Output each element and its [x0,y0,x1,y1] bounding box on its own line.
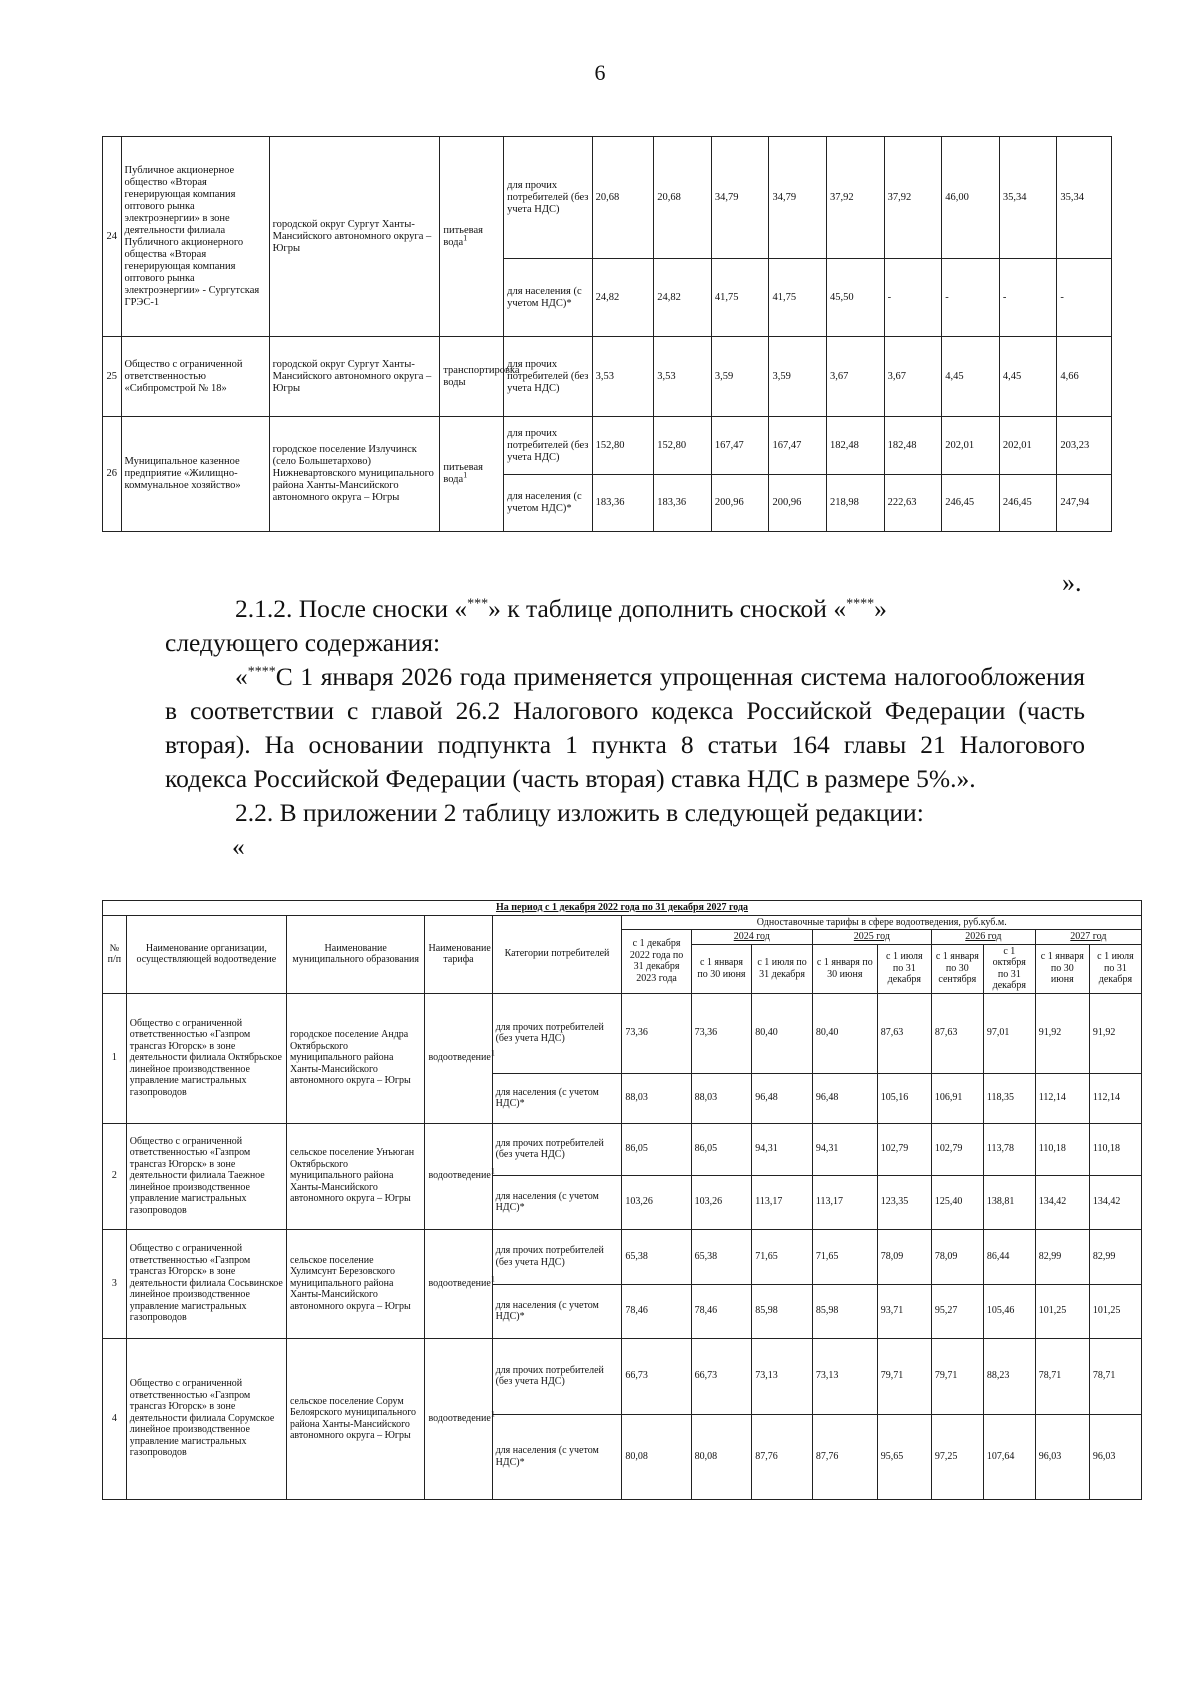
tariff-footnote: 1 [463,470,468,480]
tariff-value: 107,64 [983,1414,1035,1499]
tariff-value: 96,03 [1035,1414,1089,1499]
tariff-value: 85,98 [812,1284,877,1338]
tariff-name [440,137,504,337]
row-number: 4 [103,1338,127,1499]
tariff-table-continuation [102,136,1112,532]
table-row [103,1338,1142,1414]
consumer-category: для населения (с учетом НДС)* [492,1175,622,1229]
consumer-category: для населения (с учетом НДС)* [504,475,592,532]
organization-name: Общество с ограниченной ответственностью «Газпром трансгаз Югорск» в зоне деятельности филиала Сосьвинское линейное производственное управление магистральных газопроводов [126,1229,286,1338]
organization-name: Муниципальное казенное предприятие «Жилищно-коммунальное хозяйство» [121,417,269,532]
consumer-category: для населения (с учетом НДС)* [492,1284,622,1338]
tariff-value: 134,42 [1089,1175,1141,1229]
tariff-value: 78,71 [1035,1338,1089,1414]
tariff-value: 138,81 [983,1175,1035,1229]
tariff-value: 82,99 [1035,1229,1089,1284]
tariff-value: 87,63 [877,993,931,1073]
tariff-label: транспортировка воды [443,364,520,388]
footnote-text: «****С 1 января 2026 года применяется упрощенная система налогообложения в соответствии с главой 26.2 Налогового кодекса Российской Федерации (часть вторая). На основании подпункта 1 пункта 8 статьи 164 главы 21 Налогового кодекса Российской Федерации (часть вторая) ставка НДС в размере 5%.». [165,662,1085,793]
tariff-value: 110,18 [1089,1123,1141,1175]
consumer-category: для населения (с учетом НДС)* [504,259,592,337]
row-number: 1 [103,993,127,1123]
consumer-category: для прочих потребителей (без учета НДС) [504,417,592,475]
municipality-name: сельское поселение Сорум Белоярского муниципального района Ханты-Мансийского автономного округа – Югры [286,1338,425,1499]
table-row [103,993,1142,1073]
tariff-value: 218,98 [827,475,885,532]
tariff-value: 246,45 [942,475,1000,532]
paragraph-2-2: 2.2. В приложении 2 таблицу изложить в следующей редакции: [235,798,924,827]
p1-part-a: 2.1.2. После сноски «***» к таблице дополнить сноской «****» [235,594,887,623]
tariff-value: 3,67 [827,337,885,417]
tariff-value: 85,98 [752,1284,813,1338]
tariff-value: 71,65 [812,1229,877,1284]
hdr-year-2024: 2024 год [691,930,812,945]
tariff-name [425,1229,495,1338]
tariff-value: 91,92 [1035,993,1089,1073]
tariff-value: 118,35 [983,1073,1035,1123]
p1-line-2: следующего содержания: [165,628,441,657]
tariff-value: 182,48 [884,417,942,475]
organization-name: Общество с ограниченной ответственностью «Газпром трансгаз Югорск» в зоне деятельности филиала Таежное линейное производственное управление магистральных газопроводов [126,1123,286,1229]
organization-name: Публичное акционерное общество «Вторая генерирующая компания оптового рынка электроэнергии» в зоне деятельности филиала Публичного акционерного общества «Вторая генерирующая компания оптового рынка электроэнергии» - Сургутская ГРЭС-1 [121,137,269,337]
tariff-value: 4,45 [942,337,1000,417]
tariff-label: водоотведение [428,1170,491,1182]
tariff-value: 45,50 [827,259,885,337]
consumer-category: для населения (с учетом НДС)* [492,1073,622,1123]
tariff-value: 65,38 [622,1229,691,1284]
tariff-value: 97,01 [983,993,1035,1073]
tariff-value: 86,05 [691,1123,752,1175]
table-row [103,417,1112,475]
tariff-value: 112,14 [1089,1073,1141,1123]
table-row [103,1123,1142,1175]
tariff-value: 183,36 [654,475,712,532]
tariff-footnote: 1 [490,1166,495,1176]
tariff-value: 182,48 [827,417,885,475]
hdr-period: с 1 июля по 31 декабря [1089,944,1141,993]
tariff-label: питьевая вода [443,224,483,248]
tariff-name [440,337,520,417]
organization-name: Общество с ограниченной ответственностью «Сибпромстрой № 18» [121,337,269,417]
tariff-value: - [884,259,942,337]
tariff-value: 200,96 [769,475,827,532]
tariff-label: водоотведение [428,1412,491,1424]
tariff-value: - [942,259,1000,337]
hdr-category: Категории потребителей [492,915,622,993]
tariff-value: 73,36 [622,993,691,1073]
tariff-value: 202,01 [999,417,1057,475]
organization-name: Общество с ограниченной ответственностью «Газпром трансгаз Югорск» в зоне деятельности филиала Сорумское линейное производственное управление магистральных газопроводов [126,1338,286,1499]
tariff-value: 183,36 [592,475,654,532]
tariff-value: 96,03 [1089,1414,1141,1499]
table-row [103,1229,1142,1284]
tariff-value: 35,34 [1057,137,1112,259]
tariff-value: 78,09 [877,1229,931,1284]
tariff-value: 78,46 [691,1284,752,1338]
tariff-table-appendix-2 [102,900,1142,1500]
tariff-value: 167,47 [711,417,769,475]
hdr-period: с 1 января по 30 июня [1035,944,1089,993]
tariff-value: 200,96 [711,475,769,532]
tariff-value: 4,66 [1057,337,1112,417]
period-title: На период с 1 декабря 2022 года по 31 декабря 2027 года [103,901,1142,916]
tariff-value: 91,92 [1089,993,1141,1073]
tariff-value: 102,79 [931,1123,983,1175]
tariff-name [425,1338,495,1499]
hdr-period: с 1 июля по 31 декабря [877,944,931,993]
municipality-name: сельское поселение Хулимсунт Березовского муниципального района Ханты-Мансийского автономного округа – Югры [286,1229,425,1338]
tariff-value: 80,08 [691,1414,752,1499]
tariff-value: 78,71 [1089,1338,1141,1414]
tariff-value: 80,40 [812,993,877,1073]
row-number: 3 [103,1229,127,1338]
hdr-year-2027: 2027 год [1035,930,1141,945]
tariff-value: 24,82 [592,259,654,337]
tariff-name [425,1123,495,1229]
table-row [103,137,1112,259]
tariff-value: 106,91 [931,1073,983,1123]
hdr-tariff: Наименование тарифа [425,915,492,993]
municipality-name: сельское поселение Унъюган Октябрьского муниципального района Ханты-Мансийского автономного округа – Югры [286,1123,425,1229]
hdr-municipality: Наименование муниципального образования [286,915,425,993]
tariff-value: 73,36 [691,993,752,1073]
tariff-value: 82,99 [1089,1229,1141,1284]
tariff-value: 80,08 [622,1414,691,1499]
municipality-name: городское поселение Излучинск (село Большетархово) Нижневартовского муниципального района Ханты-Мансийского автономного округа – Югры [269,417,440,532]
tariff-value: 87,63 [931,993,983,1073]
tariff-value: 101,25 [1089,1284,1141,1338]
tariff-value: 46,00 [942,137,1000,259]
tariff-value: 113,17 [812,1175,877,1229]
tariff-value: 34,79 [769,137,827,259]
hdr-tariff-title: Одноставочные тарифы в сфере водоотведения, руб.куб.м. [622,915,1142,930]
tariff-value: 3,59 [769,337,827,417]
tariff-value: 93,71 [877,1284,931,1338]
row-number: 24 [103,137,122,337]
tariff-value: 105,46 [983,1284,1035,1338]
tariff-value: 37,92 [827,137,885,259]
tariff-footnote: 1 [463,233,468,242]
municipality-name: городское поселение Андра Октябрьского муниципального района Ханты-Мансийского автономного округа – Югры [286,993,425,1123]
tariff-value: 20,68 [654,137,712,259]
hdr-period: с 1 октября по 31 декабря [983,944,1035,993]
hdr-year-2026: 2026 год [931,930,1035,945]
organization-name: Общество с ограниченной ответственностью «Газпром трансгаз Югорск» в зоне деятельности филиала Октябрьское линейное производственное управление магистральных газопроводов [126,993,286,1123]
tariff-value: 102,79 [877,1123,931,1175]
hdr-first-period: с 1 декабря 2022 года по 31 декабря 2023 года [622,930,691,994]
tariff-label: питьевая вода [443,462,483,485]
tariff-value: 78,09 [931,1229,983,1284]
tariff-value: 101,25 [1035,1284,1089,1338]
tariff-value: 94,31 [752,1123,813,1175]
tariff-value: 34,79 [711,137,769,259]
consumer-category: для прочих потребителей (без учета НДС) [492,1229,622,1284]
hdr-period: с 1 июля по 31 декабря [752,944,813,993]
tariff-value: 94,31 [812,1123,877,1175]
tariff-value: 79,71 [877,1338,931,1414]
hdr-period: с 1 января по 30 сентября [931,944,983,993]
tariff-value: 87,76 [812,1414,877,1499]
closing-quote: ». [1062,568,1082,597]
tariff-value: 103,26 [622,1175,691,1229]
tariff-value: 71,65 [752,1229,813,1284]
tariff-value: 95,27 [931,1284,983,1338]
tariff-value: 37,92 [884,137,942,259]
tariff-value: 95,65 [877,1414,931,1499]
tariff-value: 125,40 [931,1175,983,1229]
tariff-value: 134,42 [1035,1175,1089,1229]
tariff-value: 203,23 [1057,417,1112,475]
tariff-value: 123,35 [877,1175,931,1229]
row-number: 2 [103,1123,127,1229]
hdr-org: Наименование организации, осуществляющей водоотведение [126,915,286,993]
consumer-category: для населения (с учетом НДС)* [492,1414,622,1499]
tariff-value: 87,76 [752,1414,813,1499]
tariff-value: 80,40 [752,993,813,1073]
tariff-footnote: 1 [490,1048,495,1058]
open-quote: « [232,832,245,861]
tariff-value: 3,53 [592,337,654,417]
tariff-footnote: 1 [490,1409,495,1419]
tariff-value: 35,34 [999,137,1057,259]
tariff-value: 110,18 [1035,1123,1089,1175]
consumer-category: для прочих потребителей (без учета НДС) [492,1338,622,1414]
tariff-value: 66,73 [691,1338,752,1414]
tariff-value: - [999,259,1057,337]
tariff-label: водоотведение [428,1052,491,1064]
tariff-value: 105,16 [877,1073,931,1123]
tariff-value: 88,03 [691,1073,752,1123]
tariff-value: 103,26 [691,1175,752,1229]
hdr-no: № п/п [103,915,127,993]
tariff-value: 3,59 [711,337,769,417]
tariff-value: 66,73 [622,1338,691,1414]
tariff-value: 73,13 [752,1338,813,1414]
tariff-value: 86,05 [622,1123,691,1175]
tariff-value: 24,82 [654,259,712,337]
tariff-value: 152,80 [592,417,654,475]
tariff-value: 97,25 [931,1414,983,1499]
tariff-value: 41,75 [711,259,769,337]
page-number: 6 [594,60,606,85]
tariff-value: 152,80 [654,417,712,475]
hdr-year-2025: 2025 год [812,930,931,945]
municipality-name: городской округ Сургут Ханты-Мансийского автономного округа – Югры [269,337,440,417]
consumer-category: для прочих потребителей (без учета НДС) [492,1123,622,1175]
tariff-value: 86,44 [983,1229,1035,1284]
tariff-name [425,993,495,1123]
municipality-name: городской округ Сургут Ханты-Мансийского автономного округа – Югры [269,137,440,337]
row-number: 25 [103,337,122,417]
tariff-value: 112,14 [1035,1073,1089,1123]
tariff-value: - [1057,259,1112,337]
tariff-value: 4,45 [999,337,1057,417]
hdr-period: с 1 января по 30 июня [812,944,877,993]
tariff-value: 88,23 [983,1338,1035,1414]
tariff-value: 65,38 [691,1229,752,1284]
tariff-value: 20,68 [592,137,654,259]
tariff-value: 88,03 [622,1073,691,1123]
consumer-category: для прочих потребителей (без учета НДС) [504,337,592,417]
tariff-value: 113,78 [983,1123,1035,1175]
consumer-category: для прочих потребителей (без учета НДС) [492,993,622,1073]
tariff-value: 73,13 [812,1338,877,1414]
tariff-value: 222,63 [884,475,942,532]
tariff-value: 247,94 [1057,475,1112,532]
tariff-value: 96,48 [812,1073,877,1123]
tariff-value: 3,53 [654,337,712,417]
paragraph-2-1-2 [165,592,1085,660]
consumer-category: для прочих потребителей (без учета НДС) [504,137,592,259]
hdr-period: с 1 января по 30 июня [691,944,752,993]
tariff-value: 3,67 [884,337,942,417]
tariff-name [440,417,504,532]
tariff-value: 78,46 [622,1284,691,1338]
tariff-label: водоотведение [428,1277,491,1289]
tariff-value: 202,01 [942,417,1000,475]
tariff-value: 246,45 [999,475,1057,532]
tariff-value: 79,71 [931,1338,983,1414]
row-number: 26 [103,417,122,532]
tariff-value: 113,17 [752,1175,813,1229]
tariff-footnote: 1 [490,1274,495,1284]
tariff-value: 41,75 [769,259,827,337]
tariff-value: 96,48 [752,1073,813,1123]
table-row [103,337,1112,417]
tariff-value: 167,47 [769,417,827,475]
